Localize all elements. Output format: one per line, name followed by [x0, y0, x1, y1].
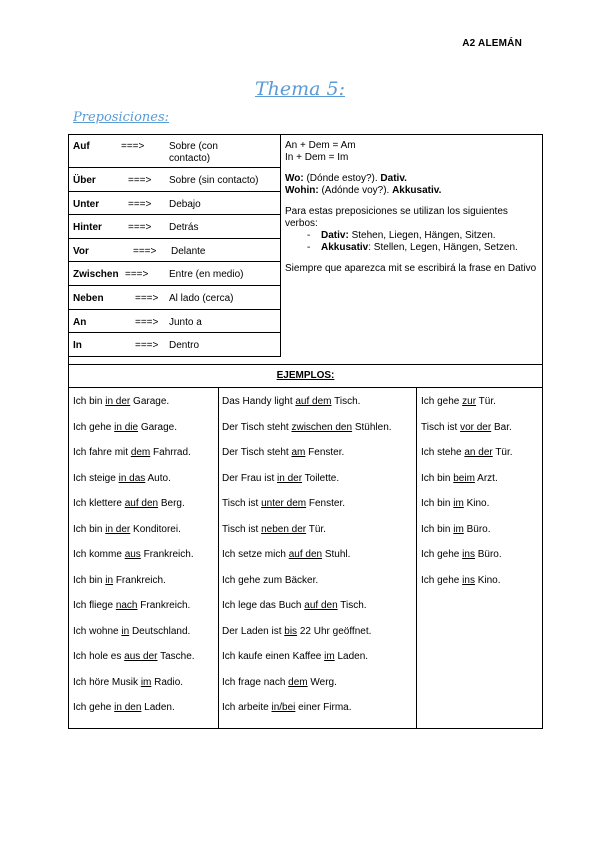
- examples-column-2: [218, 388, 417, 728]
- preposition-row: [69, 262, 281, 286]
- course-level: A2 ALEMÁN: [462, 38, 522, 49]
- example-sentence: Der Tisch steht am Fenster.: [222, 447, 345, 458]
- preposition-meaning: Delante: [171, 245, 206, 257]
- example-sentence: Ich komme aus Frankreich.: [73, 549, 194, 560]
- preposition-highlight: im: [453, 523, 464, 535]
- arrow-text: ===>: [128, 222, 152, 234]
- preposition-highlight: vor der: [460, 421, 492, 433]
- example-sentence: Ich hole es aus der Tasche.: [73, 651, 195, 662]
- preposition-highlight: an der: [464, 447, 493, 458]
- preposition-highlight: auf den: [304, 600, 338, 611]
- preposition-highlight: auf dem: [295, 396, 332, 407]
- example-sentence: Ich bin im Büro.: [421, 523, 491, 535]
- example-sentence: Ich bin beim Arzt.: [421, 472, 498, 484]
- example-sentence: Tisch ist neben der Tür.: [222, 523, 326, 535]
- contraction-im: In + Dem = Im: [285, 152, 349, 163]
- preposition-row: [69, 239, 281, 263]
- preposition-meaning: Sobre (sin contacto): [169, 175, 259, 186]
- preposition-row: [69, 192, 281, 216]
- preposition-highlight: in die: [114, 421, 139, 433]
- example-sentence: Ich bin in Frankreich.: [73, 574, 166, 586]
- preposition-row: [69, 135, 281, 168]
- preposition-word: Unter: [73, 198, 100, 210]
- examples-column-3: [417, 388, 542, 728]
- example-sentence: Tisch ist vor der Bar.: [421, 421, 512, 433]
- example-sentence: Ich bin im Kino.: [421, 498, 490, 509]
- verbs-list: [285, 230, 539, 254]
- preposition-word: Zwischen: [73, 269, 119, 281]
- preposition-highlight: zur: [462, 396, 477, 407]
- arrow-text: ===>: [135, 316, 159, 328]
- preposition-row: [69, 215, 281, 239]
- example-sentence: Der Tisch steht zwischen den Stühlen.: [222, 421, 392, 433]
- preposition-highlight: neben der: [261, 523, 307, 535]
- preposition-highlight: zwischen den: [291, 421, 353, 433]
- example-sentence: Ich gehe ins Kino.: [421, 574, 501, 586]
- preposition-word: Über: [73, 175, 96, 186]
- preposition-highlight: dem: [130, 447, 151, 458]
- preposition-highlight: unter dem: [261, 498, 307, 509]
- grammar-notes: [285, 140, 539, 275]
- preposition-highlight: auf den: [288, 549, 323, 560]
- preposition-highlight: in: [121, 625, 130, 637]
- preposition-row: [69, 286, 281, 310]
- preposition-word: An: [73, 316, 87, 328]
- preposition-meaning: Sobre (con contacto): [169, 141, 218, 164]
- preposition-meaning: Junto a: [169, 316, 202, 328]
- preposition-meaning: Detrás: [169, 222, 199, 234]
- example-sentence: Ich kaufe einen Kaffee im Laden.: [222, 651, 369, 662]
- example-sentence: Der Frau ist in der Toilette.: [222, 472, 340, 484]
- example-sentence: Ich gehe in den Laden.: [73, 702, 175, 713]
- preposition-meaning: Debajo: [169, 198, 201, 210]
- example-sentence: Ich gehe zum Bäcker.: [222, 574, 319, 586]
- preposition-word: Vor: [73, 245, 89, 257]
- example-sentence: Ich wohne in Deutschland.: [73, 625, 191, 637]
- preposition-highlight: in: [105, 574, 114, 586]
- arrow-text: ===>: [135, 292, 159, 304]
- arrow-text: ===>: [125, 269, 149, 281]
- example-sentence: Das Handy light auf dem Tisch.: [222, 396, 361, 407]
- example-sentence: Tisch ist unter dem Fenster.: [222, 498, 346, 509]
- preposition-highlight: aus der: [124, 651, 158, 662]
- akkusativ-verbs: - Akkusativ: Stellen, Legen, Hängen, Setzen.: [321, 242, 539, 254]
- dativ-verbs: - Dativ: Stehen, Liegen, Hängen, Sitzen.: [321, 230, 539, 242]
- example-sentence: Ich stehe an der Tür.: [421, 447, 513, 458]
- example-sentence: Ich steige in das Auto.: [73, 472, 171, 484]
- example-sentence: Ich arbeite in/bei einer Firma.: [222, 702, 352, 713]
- example-sentence: Ich fahre mit dem Fahrrad.: [73, 447, 191, 458]
- preposition-highlight: am: [291, 447, 306, 458]
- preposition-word: Neben: [73, 292, 104, 304]
- arrow-text: ===>: [128, 175, 152, 186]
- contraction-am: An + Dem = Am: [285, 140, 356, 151]
- preposition-highlight: nach: [115, 600, 138, 611]
- preposition-highlight: ins: [462, 574, 475, 586]
- examples-column-1: [69, 388, 219, 728]
- example-sentence: Ich bin in der Garage.: [73, 396, 170, 407]
- arrow-text: ===>: [121, 141, 145, 152]
- preposition-highlight: auf den: [124, 498, 159, 509]
- example-sentence: Ich klettere auf den Berg.: [73, 498, 185, 509]
- example-sentence: Ich setze mich auf den Stuhl.: [222, 549, 351, 560]
- preposition-meaning: Dentro: [169, 340, 200, 352]
- examples-header: EJEMPLOS:: [69, 364, 542, 388]
- arrow-text: ===>: [133, 245, 157, 257]
- wo-rule: Wo: (Dónde estoy?). Dativ.: [285, 173, 407, 184]
- example-sentence: Ich fliege nach Frankreich.: [73, 600, 191, 611]
- section-title: Preposiciones:: [73, 110, 170, 125]
- preposition-highlight: aus: [124, 549, 141, 560]
- verbs-intro: Para estas preposiciones se utilizan los siguientes verbos:: [285, 206, 508, 229]
- example-sentence: Der Laden ist bis 22 Uhr geöffnet.: [222, 625, 372, 637]
- preposition-highlight: in den: [114, 702, 142, 713]
- preposition-highlight: in der: [105, 396, 131, 407]
- wohin-rule: Wohin: (Adónde voy?). Akkusativ.: [285, 185, 442, 196]
- example-sentence: Ich gehe ins Büro.: [421, 549, 502, 560]
- preposition-highlight: im: [140, 676, 152, 688]
- prepositions-table: [69, 135, 281, 357]
- preposition-highlight: beim: [453, 472, 475, 484]
- preposition-meaning: Al lado (cerca): [169, 292, 234, 304]
- example-sentence: Ich gehe zur Tür.: [421, 396, 496, 407]
- example-sentence: Ich frage nach dem Werg.: [222, 676, 337, 688]
- preposition-highlight: im: [324, 651, 335, 662]
- preposition-highlight: in/bei: [271, 702, 296, 713]
- preposition-highlight: dem: [288, 676, 308, 688]
- preposition-word: In: [73, 340, 82, 352]
- preposition-highlight: in der: [277, 472, 303, 484]
- preposition-row: [69, 310, 281, 334]
- example-sentence: Ich gehe in die Garage.: [73, 421, 177, 433]
- preposition-highlight: im: [453, 498, 464, 509]
- preposition-highlight: bis: [284, 625, 298, 637]
- preposition-highlight: ins: [462, 549, 475, 560]
- arrow-text: ===>: [135, 340, 159, 352]
- arrow-text: ===>: [128, 198, 152, 210]
- preposition-word: Hinter: [73, 222, 102, 234]
- preposition-meaning: Entre (en medio): [169, 269, 244, 281]
- preposition-row: [69, 333, 281, 357]
- preposition-highlight: in das: [118, 472, 146, 484]
- example-sentence: Ich bin in der Konditorei.: [73, 523, 181, 535]
- mit-note: Siempre que aparezca mit se escribirá la frase en Dativo: [285, 263, 537, 274]
- example-sentence: Ich höre Musik im Radio.: [73, 676, 184, 688]
- preposition-highlight: in der: [105, 523, 131, 535]
- preposition-word: Auf: [73, 141, 90, 152]
- example-sentence: Ich lege das Buch auf den Tisch.: [222, 600, 367, 611]
- page-title: Thema 5:: [254, 78, 346, 100]
- main-table: [68, 134, 543, 729]
- preposition-row: [69, 168, 281, 192]
